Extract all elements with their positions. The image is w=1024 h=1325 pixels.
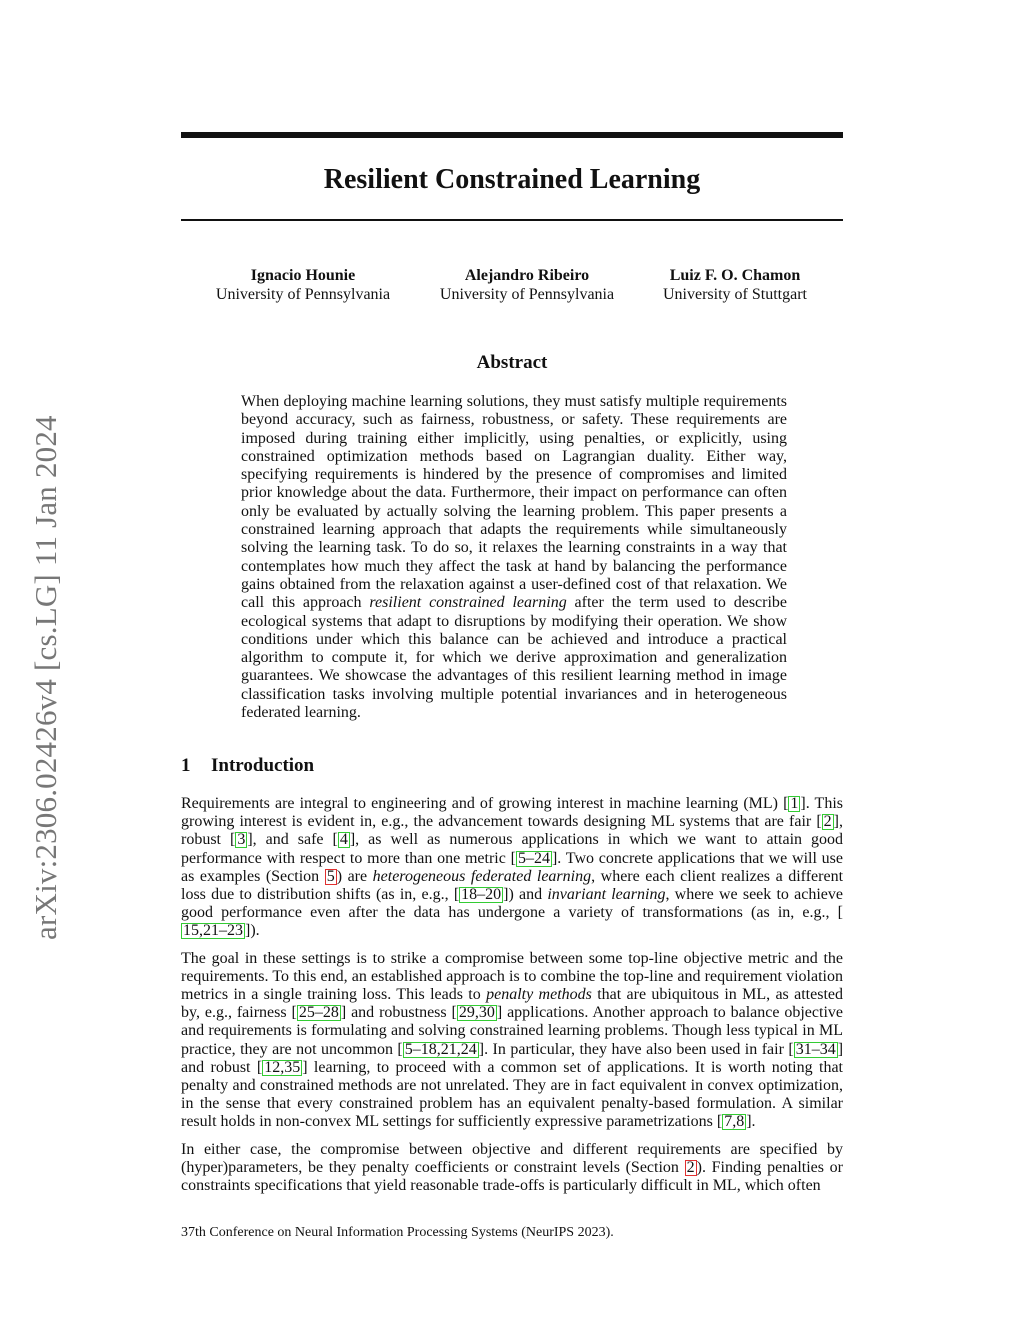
title-bottom-rule xyxy=(181,219,843,221)
text: ]. Two concrete applications that we will use as examples (Section xyxy=(181,849,844,885)
text: ]). xyxy=(245,922,260,940)
text: ], robust [ xyxy=(181,813,843,849)
arxiv-identifier: arXiv:2306.02426v4 [cs.LG] 11 Jan 2024 xyxy=(28,415,63,940)
citation-link[interactable]: 2 xyxy=(823,813,832,831)
section-heading xyxy=(181,754,843,778)
text: ]. xyxy=(746,1113,756,1131)
text: ] learning, to proceed with a common set of applications. It is worth noting that penalty and constrained methods are not unrelated. They are in fact equivalent in convex optimization, in the sense that every constrained problem has an equivalent penalty-based formulation. A similar result holds in non-convex ML settings for sufficiently expressive parametrizations [ xyxy=(181,1058,843,1131)
citation-link[interactable]: 29,30 xyxy=(458,1004,495,1022)
emphasis: penalty methods xyxy=(486,986,592,1004)
abstract-heading: Abstract xyxy=(476,352,548,373)
section-title: Introduction xyxy=(211,755,315,776)
paragraph xyxy=(181,795,843,941)
citation-link[interactable]: 7,8 xyxy=(724,1113,745,1131)
text: ] and robust [ xyxy=(181,1040,844,1076)
abstract-text-part: after the term used to describe ecological systems that adapt to disruptions by modifying their operation. We show conditions under which this balance can be achieved and introduce a practical algorithm to compute it, for which we derive approximation and generalization guarantees. We showcase the advantages of this resilient learning method in image classification tasks involving multiple potential invariances and in heterogeneous federated learning. xyxy=(241,594,788,722)
title-top-rule xyxy=(181,132,843,138)
text: Requirements are integral to engineering and of growing interest in machine learning (ML) [ xyxy=(181,795,789,812)
abstract-text xyxy=(241,393,787,722)
text: ]. This growing interest is evident in, e.g., the advancement towards designing ML systems that are fair [ xyxy=(181,795,844,831)
emphasis: invariant learning xyxy=(547,886,666,904)
author-2 xyxy=(427,266,627,304)
citation-link[interactable]: 5–18,21,24 xyxy=(404,1040,477,1058)
citation-link[interactable]: 5–24 xyxy=(517,849,550,867)
citation-link[interactable]: 31–34 xyxy=(795,1040,836,1058)
text: ). Finding penalties or constraints specifications that yield reasonable trade-offs is particularly difficult in ML, which often xyxy=(181,1158,844,1195)
text: ]) and xyxy=(503,886,548,904)
author-name: Ignacio Hounie xyxy=(250,267,356,284)
citation-link[interactable]: 3 xyxy=(237,831,246,849)
author-affiliation: University of Pennsylvania xyxy=(439,286,615,303)
text: ) are xyxy=(336,867,373,885)
abstract-emphasis: resilient constrained learning xyxy=(369,594,567,612)
author-block xyxy=(181,266,843,310)
citation-link[interactable]: 18–20 xyxy=(461,886,502,904)
citation-link[interactable]: 25–28 xyxy=(298,1004,339,1022)
citation-link[interactable]: 1 xyxy=(790,795,799,812)
text: ], as well as numerous applications in which we want to attain good performance with respect to more than one metric [ xyxy=(181,831,844,867)
abstract-text-part: When deploying machine learning solutions, they must satisfy multiple requirements beyond accuracy, such as fairness, robustness, or safety. These requirements are imposed during training either implicitly, using penalties, or explicitly, using constrained optimization methods based on Lagrangian duality. Either way, specifying requirements is hindered by the presence of compromises and limited prior knowledge about the data. Furthermore, their impact on performance can often only be evaluated by actually solving the learning problem. This paper presents a constrained learning approach that adapts the requirements while simultaneously solving the learning task. To do so, it relaxes the learning constraints in a way that contemplates how much they affect the task at hand by balancing the performance gains obtained from the relaxation against a user-defined cost of that relaxation. We call this approach xyxy=(241,393,787,612)
text: , where we seek to achieve good performance even after the data has undergone a variety of transformations (as in, e.g., [ xyxy=(181,886,843,922)
text: ] applications. Another approach to balance objective and requirements is formulating and solving constrained learning problems. Though less typical in ML practice, they are not uncommon [ xyxy=(181,1004,844,1058)
citation-link[interactable]: 15,21–23 xyxy=(183,922,243,940)
text: ] and robustness [ xyxy=(340,1004,457,1022)
author-name: Luiz F. O. Chamon xyxy=(669,267,801,284)
text: The goal in these settings is to strike a compromise between some top-line objective metric and the requirements. To this end, an established approach is to combine the top-line and requirement violation metrics in a single training loss. This leads to xyxy=(181,949,843,1004)
text: ]. In particular, they have also been used in fair [ xyxy=(478,1040,794,1058)
text: In either case, the compromise between objective and different requirements are specified by (hyper)parameters, be they penalty coefficients or constraint levels (Section xyxy=(181,1140,843,1176)
citation-link[interactable]: 12,35 xyxy=(264,1058,301,1076)
author-affiliation: University of Pennsylvania xyxy=(215,286,391,303)
paragraph xyxy=(181,1141,843,1196)
text: ], and safe [ xyxy=(247,831,338,849)
author-3 xyxy=(657,266,813,304)
author-1 xyxy=(213,266,393,304)
conference-footnote: 37th Conference on Neural Information Processing Systems (NeurIPS 2023). xyxy=(181,1225,614,1240)
paper-title: Resilient Constrained Learning xyxy=(323,164,701,195)
emphasis: heterogeneous federated learning xyxy=(372,867,592,885)
text: that are ubiquitous in ML, as attested by, e.g., fairness [ xyxy=(181,986,843,1022)
author-name: Alejandro Ribeiro xyxy=(464,267,590,284)
section-link[interactable]: 5 xyxy=(326,867,335,885)
section-link[interactable]: 2 xyxy=(686,1158,695,1176)
author-affiliation: University of Stuttgart xyxy=(663,286,807,303)
text: , where each client realizes a different loss due to distribution shifts (as in, e.g., [ xyxy=(181,867,844,904)
paragraph xyxy=(181,950,843,1132)
introduction-body xyxy=(181,795,843,1204)
section-number: 1 xyxy=(181,755,191,776)
citation-link[interactable]: 4 xyxy=(339,831,348,849)
